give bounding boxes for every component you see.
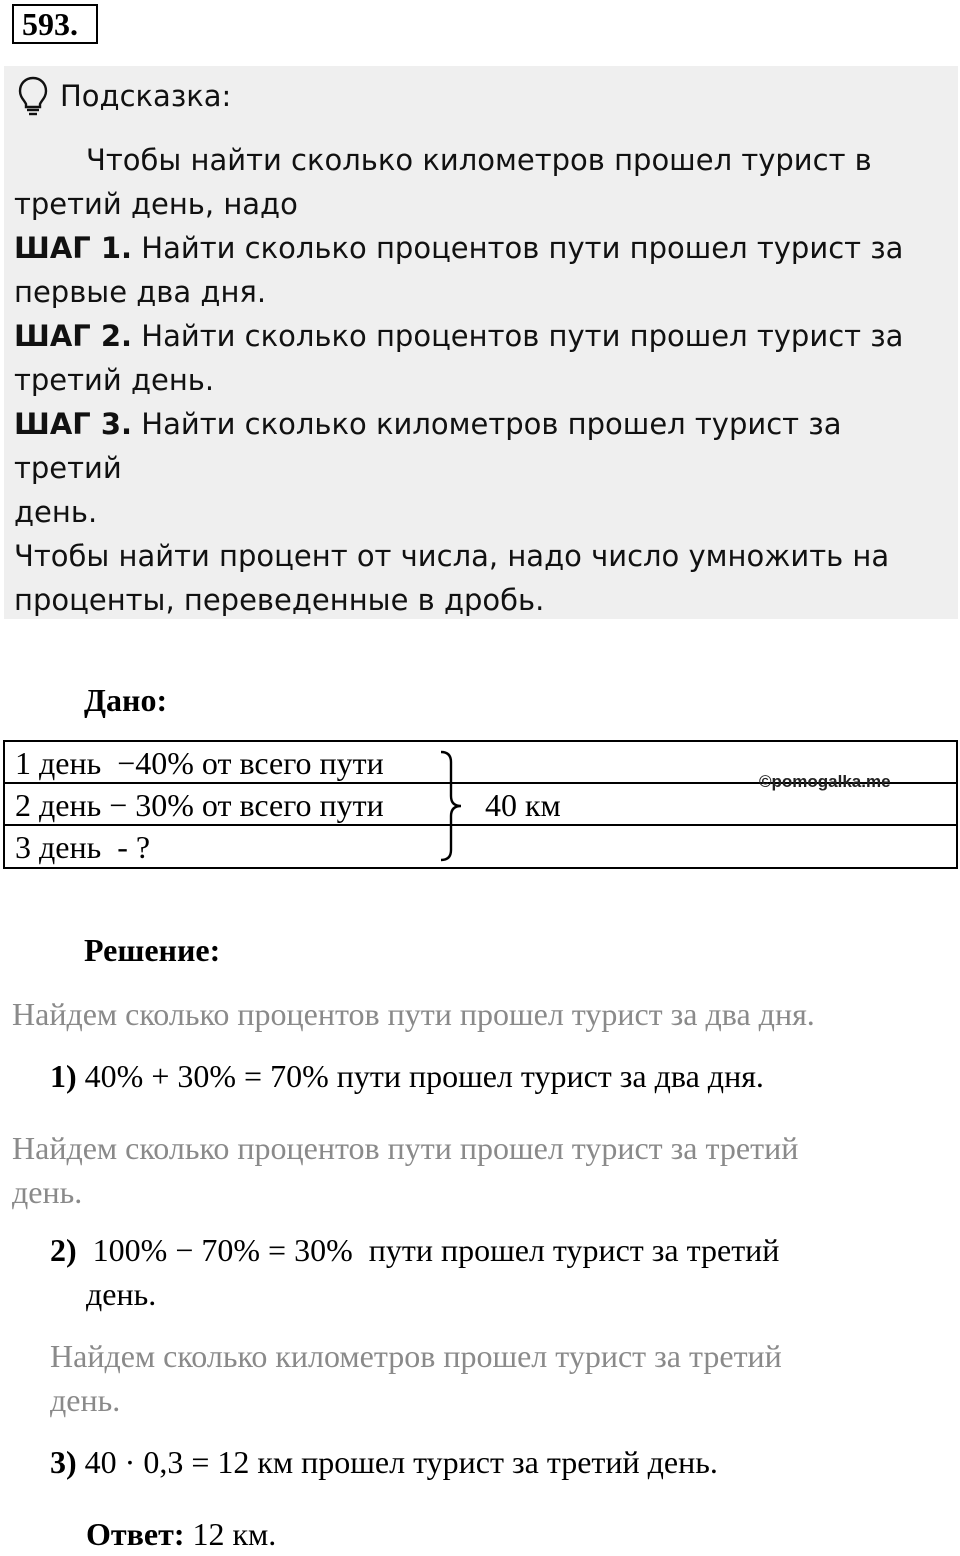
step-label: ШАГ 1.	[14, 231, 133, 265]
step-number: 1)	[50, 1058, 77, 1094]
given-title: Дано:	[84, 682, 168, 718]
answer-value: 12 км.	[184, 1516, 277, 1552]
hint-rule: Чтобы найти процент от числа, надо число умножить на	[14, 539, 890, 573]
step-text: 40 · 0,3 = 12 км прошел турист за третий день.	[76, 1444, 718, 1480]
hint-rule: проценты, переведенные в дробь.	[14, 583, 545, 617]
step-text: 40% + 30% = 70% пути прошел турист за два дня.	[76, 1058, 764, 1094]
hint-line: первые два дня.	[14, 275, 267, 309]
hint-panel	[4, 66, 958, 619]
answer	[86, 1512, 276, 1556]
given-row-1: 1 день −40% от всего пути	[5, 742, 956, 784]
solution-step-1	[50, 1054, 764, 1098]
hint-title: Подсказка:	[60, 79, 232, 113]
solution-step-2-cont: день.	[86, 1276, 157, 1312]
hint-line: день.	[14, 495, 98, 529]
solution-note-1: Найдем сколько процентов пути прошел турист за два дня.	[12, 996, 815, 1032]
lightbulb-icon	[18, 76, 48, 116]
hint-step-3	[14, 402, 944, 490]
solution-note-2: Найдем сколько процентов пути прошел турист за третий	[12, 1130, 799, 1166]
solution-title: Решение:	[84, 932, 221, 968]
given-table	[3, 740, 958, 869]
solution-step-3	[50, 1440, 718, 1484]
hint-step-1	[14, 226, 944, 270]
given-row-2: 2 день − 30% от всего пути	[5, 784, 956, 826]
hint-line: третий день.	[14, 363, 215, 397]
hint-line: Чтобы найти сколько километров прошел турист в	[86, 143, 872, 177]
answer-label: Ответ:	[86, 1516, 185, 1552]
solution-note-2-cont: день.	[12, 1174, 83, 1210]
watermark: ©pomogalka.me	[759, 772, 891, 791]
solution-note-3: Найдем сколько километров прошел турист за третий	[50, 1338, 782, 1374]
step-text: Найти сколько процентов пути прошел турист за	[132, 231, 904, 265]
step-text: Найти сколько процентов пути прошел турист за	[132, 319, 904, 353]
given-row-3: 3 день - ?	[15, 829, 151, 865]
hint-header	[18, 74, 231, 118]
problem-number: 593.	[12, 4, 98, 44]
step-number: 3)	[50, 1444, 77, 1480]
hint-line: третий день, надо	[14, 187, 298, 221]
step-text: 100% − 70% = 30% пути прошел турист за третий	[76, 1232, 780, 1268]
solution-note-3-cont: день.	[50, 1382, 121, 1418]
solution-step-2	[50, 1228, 779, 1272]
step-label: ШАГ 2.	[14, 319, 133, 353]
brace-icon	[437, 748, 473, 864]
hint-body	[14, 138, 944, 622]
hint-step-2	[14, 314, 944, 358]
step-text: Найти сколько километров прошел турист за третий	[14, 407, 842, 485]
step-label: ШАГ 3.	[14, 407, 133, 441]
given-total: 40 км	[485, 787, 561, 823]
step-number: 2)	[50, 1232, 77, 1268]
